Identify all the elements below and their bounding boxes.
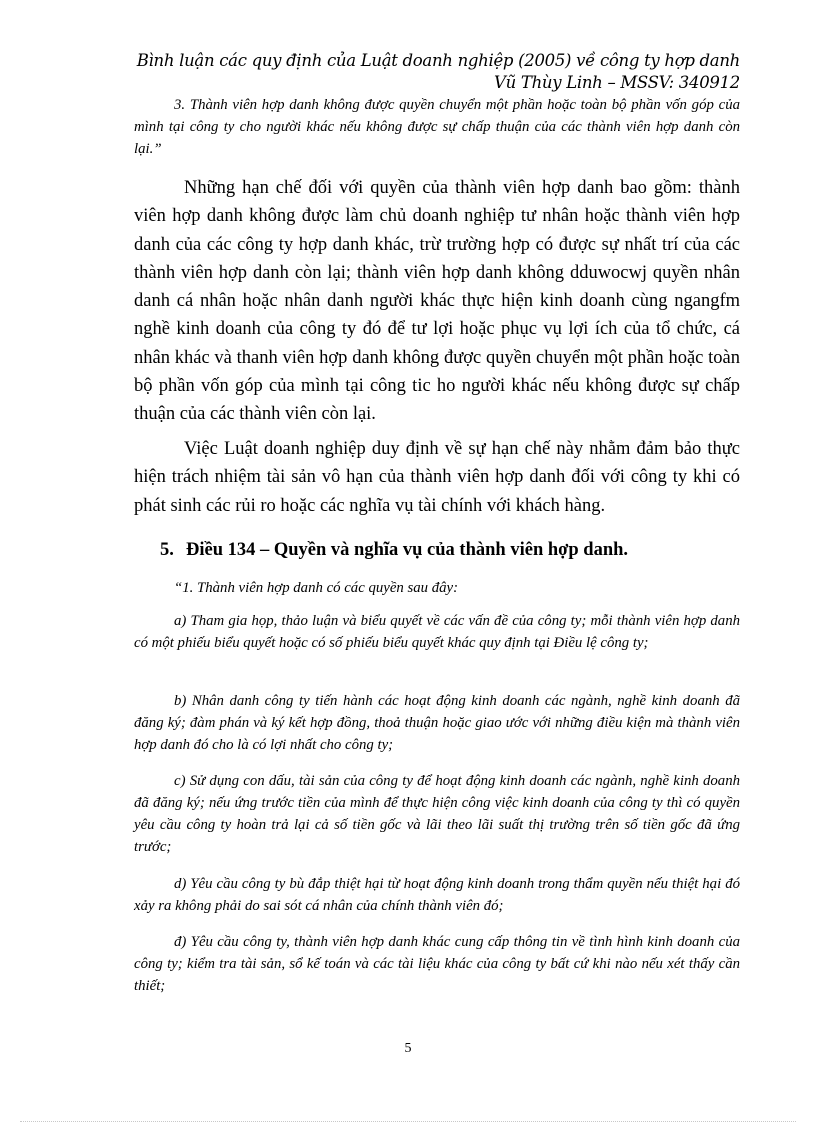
clause-b: b) Nhân danh công ty tiến hành các hoạt động kinh doanh các ngành, nghề kinh doanh đã đăng ký; đàm phán và ký kết hợp đồng, thoả thuận hoặc giao ước với những điều kiện mà thành viên hợp danh đó cho là có lợi nhất cho công ty; [134, 693, 740, 753]
clause-c: c) Sử dụng con dấu, tài sản của công ty để hoạt động kinh doanh các ngành, nghề kinh doanh đã đăng ký; nếu ứng trước tiền của mình để thực hiện công việc kinh doanh của công ty thì có quyền yêu cầu công ty hoàn trả lại cả số tiền gốc và lãi theo lãi suất thị trường trên số tiền gốc đã ứng trước; [134, 773, 740, 855]
section-title: Điều 134 – Quyền và nghĩa vụ của thành viên hợp danh. [186, 540, 629, 560]
section-number: 5. [160, 540, 174, 560]
quote-clause-3: 3. Thành viên hợp danh không được quyền chuyển một phần hoặc toàn bộ phần vốn góp của mình tại công ty cho người khác nếu không được sự chấp thuận của các thành viên hợp danh còn lại.” [134, 97, 740, 157]
clause-d: d) Yêu cầu công ty bù đắp thiệt hại từ hoạt động kinh doanh trong thẩm quyền nếu thiệt hại đó xảy ra không phải do sai sót cá nhân của chính thành viên đó; [134, 876, 740, 914]
clause-a: a) Tham gia họp, thảo luận và biểu quyết về các vấn đề của công ty; mỗi thành viên hợp danh có một phiếu biểu quyết hoặc có số phiếu biểu quyết khác quy định tại Điều lệ công ty; [134, 613, 740, 651]
page-bottom-divider [20, 1121, 796, 1122]
paragraph-purpose: Việc Luật doanh nghiệp duy định về sự hạn chế này nhằm đảm bảo thực hiện trách nhiệm tài sản vô hạn của thành viên hợp danh đối với công ty khi có phát sinh các rủi ro hoặc các nghĩa vụ tài chính với khách hàng. [134, 439, 740, 516]
paragraph-restrictions: Những hạn chế đối với quyền của thành viên hợp danh bao gồm: thành viên hợp danh không được làm chủ doanh nghiệp tư nhân hoặc thành viên hợp danh của các công ty hợp danh khác, trừ trường hợp có được sự nhất trí của các thành viên hợp danh còn lại; thành viên hợp danh không dduwocwj quyền nhân danh cá nhân hoặc nhân danh người khác thực hiện kinh doanh cùng ngangfm nghề kinh doanh của công ty đó để tư lợi hoặc phục vụ lợi ích của tổ chức, cá nhân khác và thanh viên hợp danh không được quyền chuyển một phần hoặc toàn bộ phần vốn góp của mình tại công tic ho người khác nếu không được sự chấp thuận của các thành viên còn lại. [134, 178, 740, 425]
clause-dd: đ) Yêu cầu công ty, thành viên hợp danh khác cung cấp thông tin về tình hình kinh doanh của công ty; kiểm tra tài sản, sổ kế toán và các tài liệu khác của công ty bất cứ khi nào nếu xét thấy cần thiết; [134, 934, 740, 994]
running-header-author: Vũ Thùy Linh – MSSV: 340912 [494, 73, 740, 92]
page-number: 5 [404, 1041, 412, 1056]
clause-intro: “1. Thành viên hợp danh có các quyền sau đây: [174, 580, 459, 596]
running-header-title: Bình luận các quy định của Luật doanh nghiệp (2005) về công ty hợp danh [136, 51, 740, 70]
quote-continuation [134, 94, 740, 160]
section-heading [160, 537, 628, 563]
